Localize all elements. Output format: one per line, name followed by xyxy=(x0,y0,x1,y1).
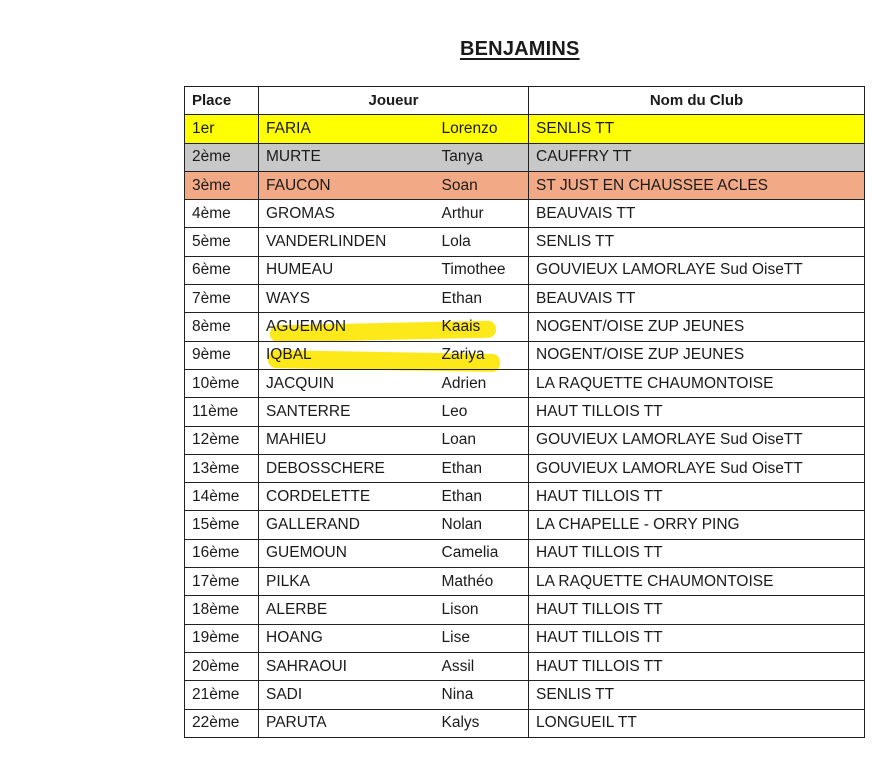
club-cell: LA RAQUETTE CHAUMONTOISE xyxy=(529,568,865,596)
place-cell: 22ème xyxy=(185,709,259,737)
player-firstname-cell: Camelia xyxy=(435,539,529,567)
player-lastname-cell: SADI xyxy=(259,681,435,709)
table-row xyxy=(185,596,865,624)
club-cell: BEAUVAIS TT xyxy=(529,200,865,228)
club-cell: NOGENT/OISE ZUP JEUNES xyxy=(529,313,865,341)
player-firstname-cell: Timothee xyxy=(435,256,529,284)
table-row xyxy=(185,681,865,709)
table-row xyxy=(185,539,865,567)
table-row xyxy=(185,256,865,284)
place-cell: 15ème xyxy=(185,511,259,539)
place-cell: 19ème xyxy=(185,624,259,652)
club-cell: CAUFFRY TT xyxy=(529,143,865,171)
player-lastname-cell: ALERBE xyxy=(259,596,435,624)
table-row xyxy=(185,511,865,539)
club-cell: BEAUVAIS TT xyxy=(529,285,865,313)
place-cell: 21ème xyxy=(185,681,259,709)
table-row xyxy=(185,398,865,426)
player-lastname-cell: GROMAS xyxy=(259,200,435,228)
header-joueur: Joueur xyxy=(259,87,529,115)
player-firstname-cell: Nina xyxy=(435,681,529,709)
player-lastname-cell: MURTE xyxy=(259,143,435,171)
club-cell: LA CHAPELLE - ORRY PING xyxy=(529,511,865,539)
player-lastname-cell: JACQUIN xyxy=(259,369,435,397)
player-lastname-cell: MAHIEU xyxy=(259,426,435,454)
player-lastname-cell: IQBAL xyxy=(259,341,435,369)
player-lastname-cell: CORDELETTE xyxy=(259,483,435,511)
place-cell: 17ème xyxy=(185,568,259,596)
header-place: Place xyxy=(185,87,259,115)
place-cell: 13ème xyxy=(185,454,259,482)
club-cell: HAUT TILLOIS TT xyxy=(529,483,865,511)
player-firstname-cell: Leo xyxy=(435,398,529,426)
club-cell: LONGUEIL TT xyxy=(529,709,865,737)
player-lastname-cell: GUEMOUN xyxy=(259,539,435,567)
place-cell: 7ème xyxy=(185,285,259,313)
player-firstname-cell: Arthur xyxy=(435,200,529,228)
table-row xyxy=(185,483,865,511)
club-cell: SENLIS TT xyxy=(529,115,865,143)
place-cell: 12ème xyxy=(185,426,259,454)
player-firstname-cell: Lise xyxy=(435,624,529,652)
ranking-body xyxy=(185,115,865,738)
table-row xyxy=(185,143,865,171)
table-row xyxy=(185,369,865,397)
table-row xyxy=(185,624,865,652)
club-cell: NOGENT/OISE ZUP JEUNES xyxy=(529,341,865,369)
player-lastname-cell: FAUCON xyxy=(259,171,435,199)
player-firstname-cell: Lison xyxy=(435,596,529,624)
player-lastname-cell: FARIA xyxy=(259,115,435,143)
club-cell: HAUT TILLOIS TT xyxy=(529,652,865,680)
table-row xyxy=(185,652,865,680)
club-cell: HAUT TILLOIS TT xyxy=(529,596,865,624)
place-cell: 10ème xyxy=(185,369,259,397)
club-cell: LA RAQUETTE CHAUMONTOISE xyxy=(529,369,865,397)
table-row xyxy=(185,426,865,454)
player-firstname-cell: Tanya xyxy=(435,143,529,171)
player-firstname-cell: Ethan xyxy=(435,454,529,482)
table-row xyxy=(185,709,865,737)
club-cell: SENLIS TT xyxy=(529,228,865,256)
player-firstname-cell: Ethan xyxy=(435,285,529,313)
place-cell: 6ème xyxy=(185,256,259,284)
header-club: Nom du Club xyxy=(529,87,865,115)
player-firstname-cell: Kalys xyxy=(435,709,529,737)
place-cell: 2ème xyxy=(185,143,259,171)
place-cell: 20ème xyxy=(185,652,259,680)
player-lastname-cell: DEBOSSCHERE xyxy=(259,454,435,482)
ranking-table xyxy=(184,86,865,738)
table-row xyxy=(185,341,865,369)
player-firstname-cell: Lorenzo xyxy=(435,115,529,143)
place-cell: 8ème xyxy=(185,313,259,341)
place-cell: 14ème xyxy=(185,483,259,511)
player-firstname-cell: Ethan xyxy=(435,483,529,511)
player-lastname-cell: PILKA xyxy=(259,568,435,596)
player-lastname-cell: VANDERLINDEN xyxy=(259,228,435,256)
club-cell: GOUVIEUX LAMORLAYE Sud OiseTT xyxy=(529,454,865,482)
place-cell: 1er xyxy=(185,115,259,143)
place-cell: 3ème xyxy=(185,171,259,199)
player-firstname-cell: Assil xyxy=(435,652,529,680)
player-lastname-cell: HOANG xyxy=(259,624,435,652)
place-cell: 5ème xyxy=(185,228,259,256)
player-lastname-cell: WAYS xyxy=(259,285,435,313)
player-firstname-cell: Zariya xyxy=(435,341,529,369)
player-firstname-cell: Nolan xyxy=(435,511,529,539)
player-lastname-cell: HUMEAU xyxy=(259,256,435,284)
table-row xyxy=(185,454,865,482)
player-lastname-cell: AGUEMON xyxy=(259,313,435,341)
player-firstname-cell: Loan xyxy=(435,426,529,454)
table-row xyxy=(185,228,865,256)
table-row xyxy=(185,115,865,143)
club-cell: GOUVIEUX LAMORLAYE Sud OiseTT xyxy=(529,256,865,284)
player-lastname-cell: SAHRAOUI xyxy=(259,652,435,680)
player-firstname-cell: Adrien xyxy=(435,369,529,397)
table-row xyxy=(185,285,865,313)
place-cell: 4ème xyxy=(185,200,259,228)
table-row xyxy=(185,200,865,228)
club-cell: SENLIS TT xyxy=(529,681,865,709)
player-firstname-cell: Mathéo xyxy=(435,568,529,596)
table-row xyxy=(185,313,865,341)
club-cell: HAUT TILLOIS TT xyxy=(529,539,865,567)
table-row xyxy=(185,568,865,596)
place-cell: 16ème xyxy=(185,539,259,567)
page-title: BENJAMINS xyxy=(460,38,580,60)
player-lastname-cell: SANTERRE xyxy=(259,398,435,426)
player-lastname-cell: PARUTA xyxy=(259,709,435,737)
place-cell: 9ème xyxy=(185,341,259,369)
club-cell: GOUVIEUX LAMORLAYE Sud OiseTT xyxy=(529,426,865,454)
player-firstname-cell: Lola xyxy=(435,228,529,256)
club-cell: ST JUST EN CHAUSSEE ACLES xyxy=(529,171,865,199)
player-firstname-cell: Soan xyxy=(435,171,529,199)
player-firstname-cell: Kaais xyxy=(435,313,529,341)
table-header-row xyxy=(185,87,865,115)
club-cell: HAUT TILLOIS TT xyxy=(529,398,865,426)
place-cell: 18ème xyxy=(185,596,259,624)
table-row xyxy=(185,171,865,199)
place-cell: 11ème xyxy=(185,398,259,426)
club-cell: HAUT TILLOIS TT xyxy=(529,624,865,652)
player-lastname-cell: GALLERAND xyxy=(259,511,435,539)
